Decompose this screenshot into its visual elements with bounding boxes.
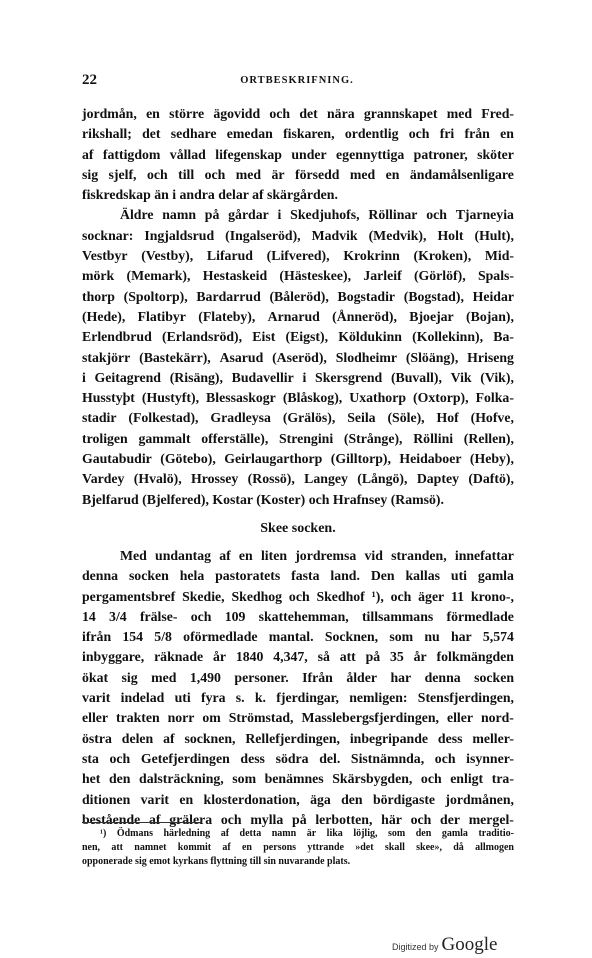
text-line: af fattigdom vållad lifegenskap under egennyttiga patroner, sköter xyxy=(82,146,514,162)
paragraph-2 xyxy=(82,205,514,509)
text-line: i Geitagrend (Risäng), Budavellir i Skersgrend (Buvall), Vik (Vik), xyxy=(82,369,514,385)
digitized-prefix: Digitized by xyxy=(392,942,439,952)
text-line: Gautabudir (Götebo), Geirlaugarthorp (Gilltorp), Heidaboer (Heby), xyxy=(82,451,514,467)
text-line: denna socken hela pastoratets fasta land. Den kallas uti gamla xyxy=(82,568,514,584)
footnote-line: opponerade sig emot kyrkans flyttning till sin nuvarande plats. xyxy=(82,856,351,867)
text-line: Erlendbrud (Erlandsröd), Eist (Eigst), Köldukinn (Kollekinn), Ba- xyxy=(82,329,514,345)
digitized-watermark xyxy=(392,934,497,956)
text-line: rikshall; det sedhare emedan fiskaren, ordentlig och fri från en xyxy=(82,126,514,142)
text-line: ökat sig med 1,490 personer. Ifrån ålder har denna socken xyxy=(82,669,514,685)
running-title: ORTBESKRIFNING. xyxy=(240,75,354,86)
text-line: eller trakten norr om Strömstad, Masslebergsfjerdingen, eller nord- xyxy=(82,710,514,726)
text-line: ifrån 154 5/8 oförmedlade mantal. Socknen, som nu har 5,574 xyxy=(82,629,514,645)
text-line: mörk (Memark), Hestaskeid (Hästeskee), Jarleif (Görlöf), Spals- xyxy=(82,268,514,284)
page-number: 22 xyxy=(82,72,97,88)
text-line: varit indelad uti fyra s. k. fjerdingar, nemligen: Stensfjerdingen, xyxy=(82,690,514,706)
footnote-divider xyxy=(82,822,202,823)
footnote-line: nen, att namnet kommit af en persons yttrande »det skall skee», då allmogen xyxy=(82,842,514,853)
text-line: socknar: Ingjaldsrud (Ingalseröd), Madvik (Medvik), Holt (Hult), xyxy=(82,227,514,243)
body-text xyxy=(82,104,514,830)
text-line: Vestbyr (Vestby), Lifarud (Lifvered), Krokrinn (Kroken), Mid- xyxy=(82,248,514,264)
text-line: het den dalsträckning, som benämnes Skärsbygden, och enligt tra- xyxy=(82,771,514,787)
section-title: Skee socken. xyxy=(260,520,336,536)
text-line: ditionen varit en klosterdonation, äga den bördigaste jordmånen, xyxy=(82,791,514,807)
text-line: stakjörr (Bastekärr), Asarud (Aseröd), Slodheimr (Slöäng), Hriseng xyxy=(82,349,514,365)
text-line: sta och Getefjerdingen dess södra del. Sistnämnda, och isynner- xyxy=(82,750,514,766)
text-line: pergamentsbref Skedie, Skedhog och Skedhof ¹), och äger 11 krono-, xyxy=(82,588,514,604)
text-line: (Hede), Flatibyr (Flateby), Arnarud (Ånneröd), Bjoejar (Bojan), xyxy=(82,308,514,324)
text-line: Bjelfarud (Bjelfered), Kostar (Koster) och Hrafnsey (Ramsö). xyxy=(82,491,444,507)
text-line: 14 3/4 frälse- och 109 skattehemman, tillsammans förmedlade xyxy=(82,608,514,624)
footnote xyxy=(82,827,514,869)
paragraph-1 xyxy=(82,104,514,205)
text-line: Vardey (Hvalö), Hrossey (Rossö), Langey (Långö), Daptey (Daftö), xyxy=(82,471,514,487)
text-line: troligen gammalt offerställe), Strengini (Strånge), Röllini (Rellen), xyxy=(82,430,514,446)
footnote-line: ¹) Ödmans härledning af detta namn är lika löjlig, som den gamla traditio- xyxy=(100,828,514,839)
text-line: jordmån, en större ägovidd och det nära grannskapet med Fred- xyxy=(82,106,514,121)
text-line: stadir (Folkestad), Gradleysa (Grälös), Seila (Söle), Hof (Hofve, xyxy=(82,410,514,426)
text-line: östra delen af socknen, Rellefjerdingen, inbegripande dess meller- xyxy=(82,730,514,746)
text-line: Äldre namn på gårdar i Skedjuhofs, Röllinar och Tjarneyia xyxy=(120,207,514,223)
text-line: fiskredskap än i andra delar af skärgården. xyxy=(82,187,338,203)
text-line: Husstyþt (Hustyft), Blessaskogr (Blåskog), Uxathorp (Oxtorp), Folka- xyxy=(82,390,514,406)
text-line: inbyggare, räknade år 1840 4,347, så att på 35 år folkmängden xyxy=(82,649,514,665)
page-header xyxy=(82,72,512,92)
text-line: Med undantag af en liten jordremsa vid stranden, innefattar xyxy=(120,547,514,563)
text-line: thorp (Spoltorp), Bardarrud (Båleröd), Bogstadir (Bogstad), Heidar xyxy=(82,288,514,304)
text-line: bestående af grälera och mylla på lerbotten, här och der mergel- xyxy=(82,811,514,827)
paragraph-3 xyxy=(82,546,514,830)
text-line: sig sjelf, och till och med är försedd med en ändamålsenligare xyxy=(82,166,514,182)
google-logo: Google xyxy=(441,934,498,955)
